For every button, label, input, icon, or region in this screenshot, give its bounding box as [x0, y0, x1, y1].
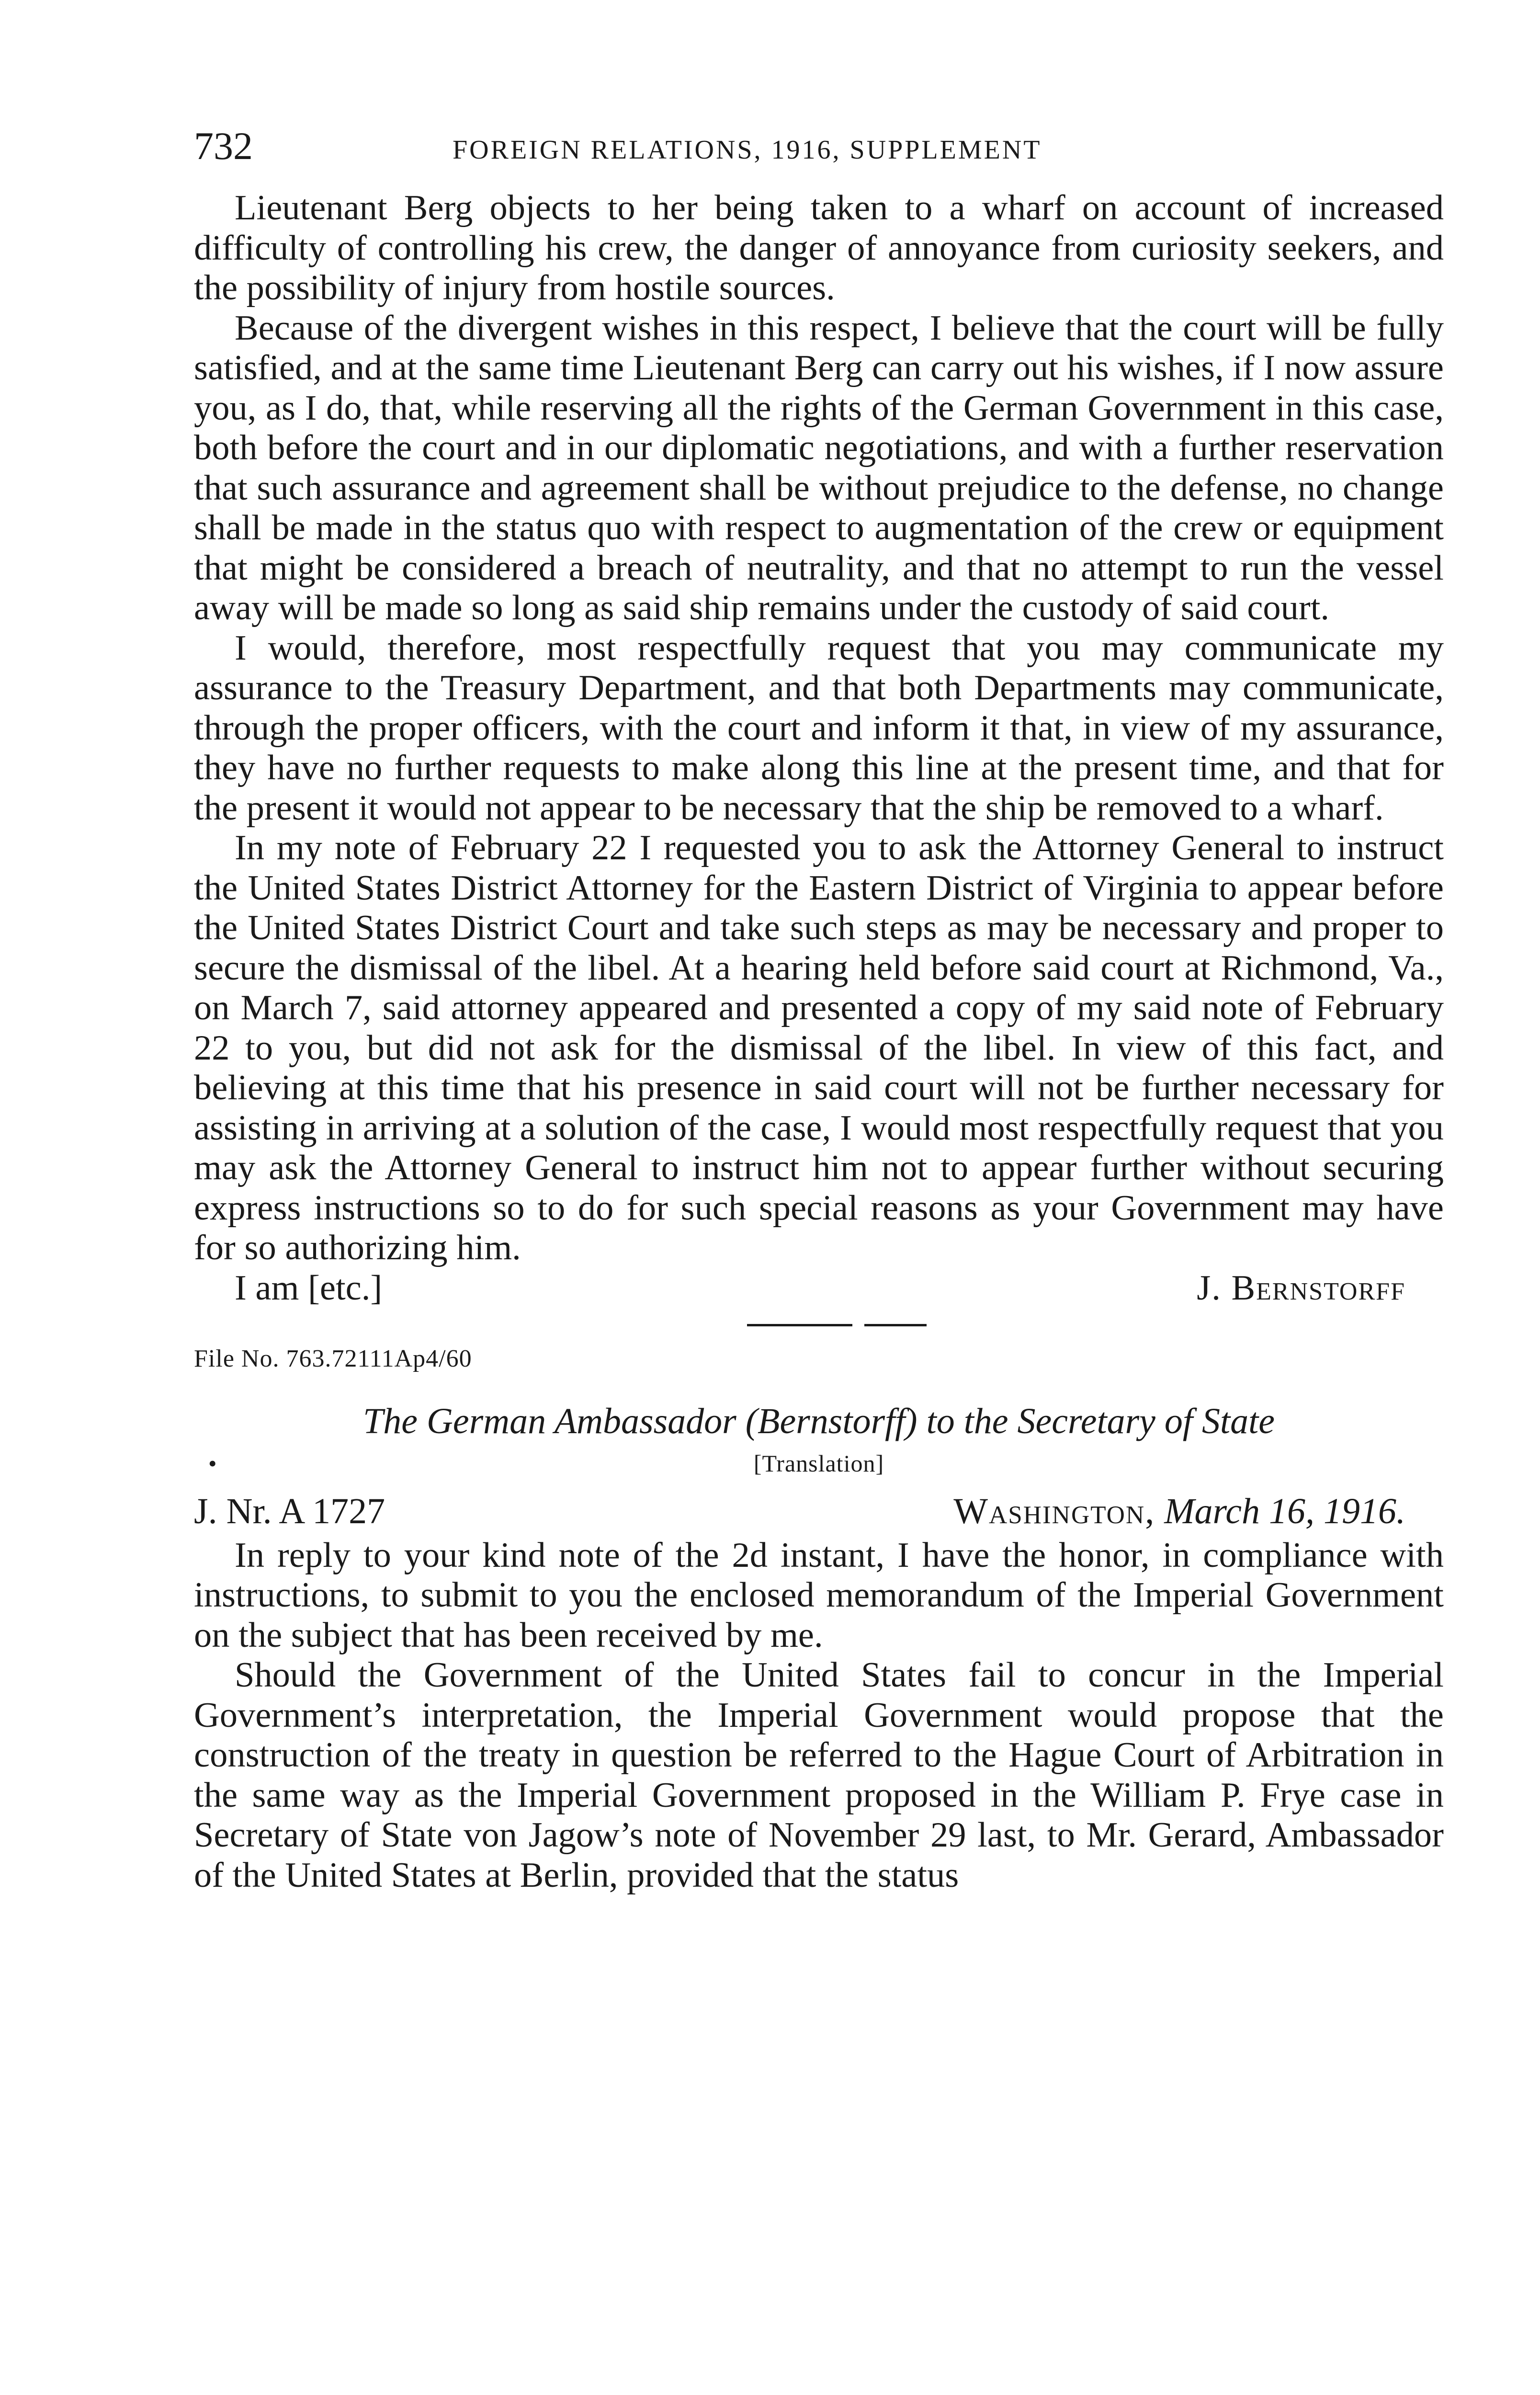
running-title: FOREIGN RELATIONS, 1916, SUPPLEMENT: [453, 135, 1042, 165]
document-page: [194, 122, 1444, 1895]
section-separator: [194, 1309, 1444, 1342]
document-title: The German Ambassador (Bernstorff) to the Secretary of State: [362, 1401, 1275, 1441]
signature: J. Bernstorff: [1197, 1268, 1405, 1308]
bullet-mark: •: [208, 1449, 217, 1477]
paragraph: In my note of February 22 I requested you to ask the Attorney General to instruct the United States District Attorney for the Eastern District of Virginia to appear before the United States District Court and take such steps as may be necessary and proper to secure the dismissal of the libel. At a hearing held before said court at Richmond, Va., on March 7, said attorney appeared and presented a copy of my said note of February 22 to you, but did not ask for the dismissal of the libel. In view of this fact, and believing at this time that his presence in said court will not be further necessary for assisting in arriving at a solution of the case, I would most respectfully request that you may ask the Attorney General to instruct him not to appear further without securing express instructions so to do for such special reasons as your Government may have for so authorizing him.: [194, 828, 1444, 1267]
paragraph: Lieutenant Berg objects to her being taken to a wharf on account of increased difficulty of controlling his crew, the danger of annoyance from curiosity seekers, and the possibility of injury from hostile sources.: [194, 188, 1444, 308]
translation-note: [Translation]: [753, 1449, 884, 1477]
paragraph: In reply to your kind note of the 2d instant, I have the honor, in compliance with instructions, to submit to you the enclosed memorandum of the Imperial Government on the subject that has been received by me.: [194, 1535, 1444, 1655]
complimentary-close: I am [etc.]: [235, 1268, 383, 1308]
reference-number: J. Nr. A 1727: [194, 1491, 385, 1531]
place-and-date: [953, 1490, 1405, 1533]
paragraph: I would, therefore, most respectfully request that you may communicate my assurance to the Treasury Department, and that both Departments may communicate, through the proper officers, with the court and inform it that, in view of my assurance, they have no further requests to make along this line at the present time, and that for the present it would not appear to be necessary that the ship be removed to a wharf.: [194, 628, 1444, 828]
separator-rule-right: [864, 1324, 927, 1326]
dateline: [194, 1490, 1444, 1536]
page-number: 732: [194, 124, 253, 168]
date: March 16, 1916.: [1164, 1491, 1405, 1531]
paragraph: Should the Government of the United States fail to concur in the Imperial Government’s interpretation, the Imperial Government would propose that the construction of the treaty in question be referred to the Hague Court of Arbitration in the same way as the Imperial Government proposed in the William P. Frye case in Secretary of State von Jagow’s note of November 29 last, to Mr. Gerard, Ambassador of the United States at Berlin, provided that the status: [194, 1655, 1444, 1895]
file-number: File No. 763.72111Ap4/60: [194, 1345, 472, 1372]
place: Washington,: [953, 1491, 1155, 1531]
letter-body: [194, 188, 1444, 1268]
running-head: [194, 122, 1444, 180]
translation-note-row: [194, 1447, 1444, 1480]
closing-line: [194, 1268, 1444, 1309]
letter2-body: [194, 1536, 1444, 1896]
paragraph: Because of the divergent wishes in this respect, I believe that the court will be fully satisfied, and at the same time Lieutenant Berg can carry out his wishes, if I now assure you, as I do, that, while reserving all the rights of the German Government in this case, both before the court and in our diplomatic negotiations, and with a further reservation that such assurance and agreement shall be without prejudice to the defense, no change shall be made in the status quo with respect to augmentation of the crew or equipment that might be considered a breach of neutrality, and that no attempt to run the vessel away will be made so long as said ship remains under the custody of said court.: [194, 308, 1444, 627]
separator-rule-left: [747, 1324, 852, 1326]
